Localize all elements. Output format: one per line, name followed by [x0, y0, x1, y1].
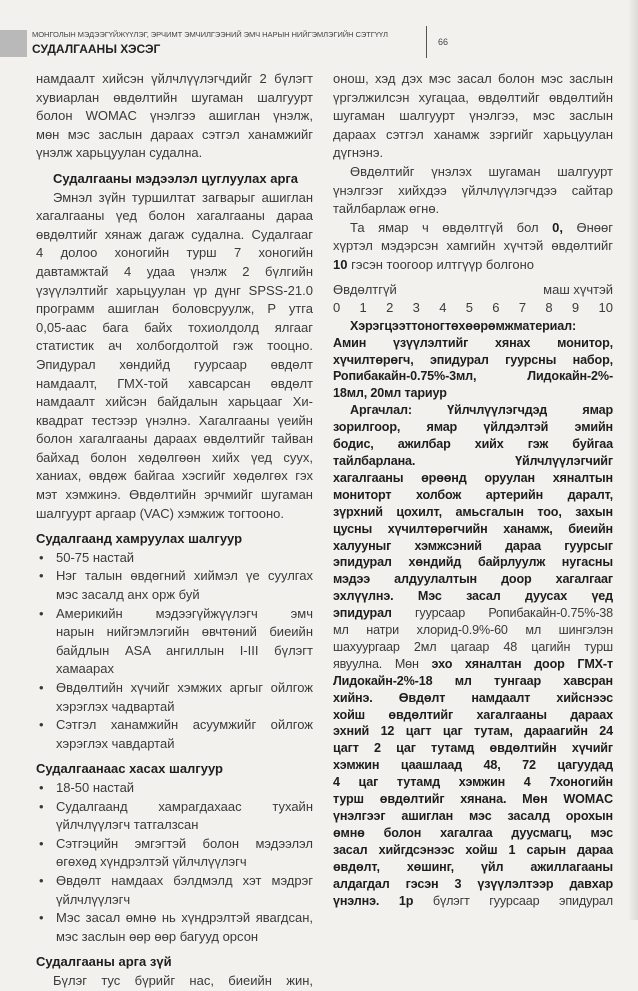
text-line: мэс засалд анх орж буй [56, 587, 200, 603]
text-line: 18-50 настай [56, 779, 135, 795]
text-line: тайлбарлана. Үйлчлүүлэгчийг [333, 453, 613, 468]
pain-scale-value: 8 [545, 300, 553, 316]
text-line: эхний 12 цагт цаг тутам, дараагийн 24 [333, 724, 613, 739]
text-line: үйлчлүүлэгч [56, 891, 131, 907]
paragraph [333, 70, 613, 163]
list-item [36, 835, 313, 872]
text-line: хэрэглэх чавдартай [56, 735, 175, 751]
bullet-icon: • [39, 798, 44, 814]
text-line: мэт хэмжинэ. Өвдөлтийн эрчмийг шугаман [36, 487, 313, 503]
text-line: турш өвдөлтийг хянана. Мөн WOMAC [333, 792, 613, 807]
text-line: шалгуурт аргаар (VAC) хэмжиж тогтооно. [36, 505, 285, 521]
text-line: өвдөлт, хөшинг, үйл ажиллагааны [333, 859, 613, 874]
page-number: 66 [438, 37, 449, 47]
list-item [36, 716, 313, 753]
text-line: Судалгаанд хамрагдахаас тухайн [56, 798, 313, 814]
text-segment: явуулна. Мөн [333, 656, 432, 671]
text-segment: эхо хяналтан доор ГМХ-т [431, 656, 613, 671]
text-line: 4 цаг тутамд хэмжин 4 7хоногийн [333, 775, 613, 790]
text-line [333, 622, 613, 639]
text-line: байхад болон хөдөлгөөн хийх үед суух, [36, 449, 313, 465]
text-segment: гэсэн тоогоор илтгүүр болгоно [347, 256, 535, 272]
pain-scale [333, 281, 613, 318]
text-line: давтамжтай 4 удаа үнэлж 2 бүлгийн [36, 263, 313, 279]
header-divider [426, 26, 427, 58]
text-line: Эпидурал хөндийд гуурсаар өвдөлт [36, 356, 313, 372]
text-line: өгөхөд хүндрэлтэй үйлчлүүлэгч [56, 854, 247, 870]
text-line: эхлүүлнэ. Мэс засал дуусах үед [333, 589, 613, 604]
left-column [36, 70, 313, 991]
text-line: Сэтгэл ханамжийн асуумжийг ойлгож [56, 717, 313, 733]
list-item [36, 679, 313, 716]
text-line: хувиарлан өвдөлтийн шугаман шалгуурт [36, 89, 313, 105]
text-segment: 10 [333, 256, 348, 272]
pain-scale-value: 5 [465, 300, 473, 316]
text-line: эпидурал хөндийд байрлуулж нугасны [333, 555, 613, 570]
text-line [333, 256, 613, 275]
text-line: онош, хэд дэх мэс засал болон мэс заслын [333, 71, 613, 86]
bullet-icon: • [39, 605, 44, 621]
text-line: Өвдөлт намдаах бэлдмэлд хэт мэдрэг [56, 872, 313, 888]
text-segment: Та ямар ч өвдөлтгүй бол [350, 219, 553, 235]
list-item [36, 909, 313, 946]
text-line: квадрат тестээр үнэлнэ. Хагалгааны үеийн [36, 412, 313, 428]
text-line: Сэтгэцийн эмгэгтэй болон мэдээлэл [56, 835, 313, 851]
text-line: Судалгааны мэдээлэл цуглуулах арга [53, 170, 299, 186]
bullet-icon: • [39, 872, 44, 888]
list-item [36, 567, 313, 604]
paragraph [333, 163, 613, 219]
pain-scale-labels [333, 281, 613, 300]
text-line: Судалгаанаас хасах шалгуур [36, 761, 223, 777]
text-line: өвдөлтийг хянаж дагаж судална. Судалгааг [36, 226, 313, 242]
text-line: хэрэглэх чадвартай [56, 698, 175, 714]
text-line: намдаалт, ГМХ-той хавсарсан өвдөлт [36, 375, 313, 391]
section-heading [36, 530, 313, 549]
text-line: үргэлжилсэн хугацаа, өвдөлтийг өвдөлтийн [333, 89, 613, 105]
text-line: Эмнэл зүйн туршилтат загварыг ашиглан [53, 189, 313, 205]
text-line: үнэлж харьцуулан судална. [36, 145, 203, 161]
text-line: үзүүлэлтийг харьцуулан үр дүнг SPSS-21.0 [36, 282, 313, 298]
text-line: Ропибакайн-0.75%-3мл, Лидокайн-2%- [333, 369, 613, 384]
text-line: цагт 2 цаг тутамд өвдөлтийн хүчийг [333, 741, 613, 756]
header-gray-square [0, 30, 27, 57]
text-line: зүрхний цохилт, амьсгалын тоо, захын [333, 504, 613, 519]
text-segment: гуурсаар Ропибакайн-0.75%-38 [391, 606, 613, 621]
page-edge-shadow [628, 0, 638, 920]
text-line: Бүлэг тус бүрийг нас, биеийн жин, [53, 972, 313, 988]
text-line: үйлчлүүлэгч татгалзсан [56, 817, 199, 833]
pain-scale-value: 7 [518, 300, 527, 316]
text-line: хэмжин цаашлаад 48, 72 цагуудад [333, 758, 613, 773]
text-line: засал хийгдсэнээс хойш 1 сарын дараа [333, 842, 613, 857]
text-line: өмнө болон хагалгаа дуусмагц, мэс [333, 825, 613, 840]
text-line [333, 656, 613, 673]
bullet-list [36, 779, 313, 946]
pain-scale-min-label: Өвдөлтгүй [333, 281, 397, 297]
text-segment: 0, [552, 219, 563, 235]
text-line: Өвдөлтийн хүчийг хэмжих аргыг ойлгож [56, 680, 313, 695]
text-line: хагалгааны үед болон хагалгааны дараа [36, 208, 313, 224]
text-line [333, 219, 613, 238]
list-item [36, 779, 313, 798]
text-line: болон хагалгааны дараах өвдөлтийг тайван [36, 431, 313, 447]
text-line: Судалгаанд хамруулах шалгуур [36, 531, 243, 547]
section-title: СУДАЛГААНЫ ХЭСЭГ [32, 42, 161, 56]
text-line: мөн мэс заслын дараах сэтгэл ханамжийг [36, 126, 313, 142]
text-line: алдагдал гэсэн 3 үзүүлэлтээр давхар [333, 876, 613, 891]
text-line: үнэлгээг хийхдээ үйлчлүүлэгчдээ сайтар [333, 182, 613, 198]
text-line [333, 605, 613, 622]
bullet-icon: • [39, 835, 44, 851]
text-line: хагалгааны өрөөнд оруулан хяналтын [333, 470, 613, 485]
text-line: намдаалт хийсэн байдалын харьцааг Хи- [36, 394, 313, 410]
text-segment: үнэлнэ. 1р [333, 893, 414, 908]
paragraph [333, 402, 613, 909]
text-line: хүртэл мэдэрсэн хамгийн хүчтэй өвдөлтийг [333, 238, 613, 254]
text-line: мэдээ алдуулалтын доор хагалгааг [333, 572, 613, 587]
text-line: хойш өвдөлтийг хагалгааны дараах [333, 707, 613, 722]
paragraph [36, 972, 313, 991]
text-line: 50-75 настай [56, 549, 135, 565]
bullet-icon: • [39, 568, 44, 584]
pain-scale-value: 1 [359, 300, 367, 316]
pain-scale-value: 2 [386, 300, 394, 316]
section-heading [36, 760, 313, 779]
text-line: хамаарах [56, 661, 114, 677]
section-heading [36, 953, 313, 972]
text-line: Америкийн мэдээгүйжүүлэгч эмч [56, 605, 313, 621]
text-line: Лидокайн-2%-18 мл тунгаар хавсран [333, 673, 613, 688]
text-line: 4 долоо хоногийн турш 7 хоногийн [36, 245, 313, 261]
bullet-icon: • [39, 717, 44, 733]
text-line: халууныг хэмжсэний дараа гуурсыг [333, 538, 613, 553]
text-line: 0,05-аас бага байх тохиолдолд ялгааг [36, 319, 313, 335]
text-line: намдаалт хийсэн үйлчлүүлэгчдийг 2 бүлэгт [36, 71, 313, 86]
text-line: зорилгоор, ямар үйлдэлтэй эмийн [333, 420, 613, 435]
journal-title: МОНГОЛЫН МЭДЭЭГҮЙЖҮҮЛЭГ, ЭРЧИМТ ЭМЧИЛГЭЭНИЙ ЭМЧ НАРЫН НИЙГЭМЛЭГИЙН СЭТГҮҮЛ [32, 30, 388, 39]
bullet-icon: • [39, 680, 44, 695]
text-line: ханиах, өвдөж байгаа хэсгийг хөдөлгөх гэх [36, 468, 313, 484]
paragraph [333, 318, 613, 403]
right-column [333, 70, 613, 909]
text-line: байдлын ASA ангиллын I-III бүлэгт [56, 642, 313, 658]
text-line: Амин үзүүлэлтийг хянах монитор, [333, 335, 613, 350]
text-line: Мэс засал өмнө нь хүндрэлтэй явагдсан, [56, 910, 313, 926]
text-line: болон WOMAC үнэлгээ ашиглан үнэлж, [36, 108, 313, 124]
text-line: Аргачлал: Үйлчлүүлэгчдэд ямар [350, 403, 613, 418]
text-line: статистик ач холбогдолтой гэж тооцно. [36, 338, 313, 354]
pain-scale-value: 3 [412, 300, 420, 316]
text-line: бодис, ажилбар хийх гэж буйгаа [333, 437, 613, 452]
pain-scale-value: 6 [492, 300, 500, 316]
list-item [36, 605, 313, 679]
bullet-icon: • [39, 779, 44, 795]
list-item [36, 549, 313, 568]
text-segment: Өнөөг [563, 219, 613, 235]
text-line: нарын нийгэмлэгийн өвчтөний биеийн [56, 624, 313, 640]
text-line: мэс заслын өөр өөр багууд орсон [56, 928, 259, 944]
text-line: Хэрэгцээттоногтөхөөрөмжматериал: [350, 318, 577, 333]
text-line: шугаман шалгуурт үнэлгээ, мэс заслын [333, 108, 613, 124]
section-heading [36, 170, 313, 189]
bullet-icon: • [39, 910, 44, 926]
pain-scale-max-label: маш хүчтэй [543, 281, 613, 297]
text-segment: шахуургаар 2мл цагаар 48 цагийн турш [333, 639, 613, 654]
text-line: Судалгааны арга зүй [36, 954, 172, 970]
text-segment: эпидурал [333, 606, 392, 621]
text-line: Өвдөлтийг үнэлэх шугаман шалгуурт [350, 163, 613, 179]
text-segment: мл натри хлорид-0.9%-60 мл шингэлэн [333, 623, 613, 638]
text-line [333, 893, 613, 910]
paragraph [36, 70, 313, 163]
text-line: дүгнэнэ. [333, 145, 384, 161]
text-line: хийнэ. Өвдөлт намдаалт хийснээс [333, 690, 613, 705]
text-line: Нэг талын өвдөгний хиймэл үе суулгах [56, 568, 313, 584]
text-line: үнэлгээг ашиглан мэс засалд орохын [333, 809, 613, 823]
pain-scale-values [333, 299, 613, 318]
text-segment: бүлэгт гуурсаар эпидурал [413, 893, 613, 908]
text-line: хүчилтөрөгч, эпидурал гуурсны набор, [333, 352, 613, 367]
paragraph [36, 189, 313, 524]
list-item [36, 872, 313, 909]
text-line [333, 639, 613, 656]
pain-scale-value: 0 [333, 300, 341, 316]
pain-scale-value: 4 [439, 300, 447, 316]
text-line: мониторт холбож артерийн даралт, [333, 487, 613, 502]
text-line: программ ашиглан боловсруулж, P утга [36, 301, 313, 317]
list-item [36, 798, 313, 835]
text-line: цусны хүчилтөрөгчийн ханамж, биеийн [333, 521, 613, 536]
paragraph [333, 219, 613, 275]
pain-scale-value: 10 [598, 300, 613, 316]
bullet-icon: • [39, 549, 44, 565]
pain-scale-value: 9 [571, 300, 580, 316]
text-line: 18мл, 20мл тариур [333, 386, 447, 401]
text-line: дараах сэтгэл ханамж зэргийг харьцуулан [333, 126, 613, 142]
bullet-list [36, 549, 313, 754]
text-line: тайлбарлаж өгнө. [333, 201, 440, 217]
